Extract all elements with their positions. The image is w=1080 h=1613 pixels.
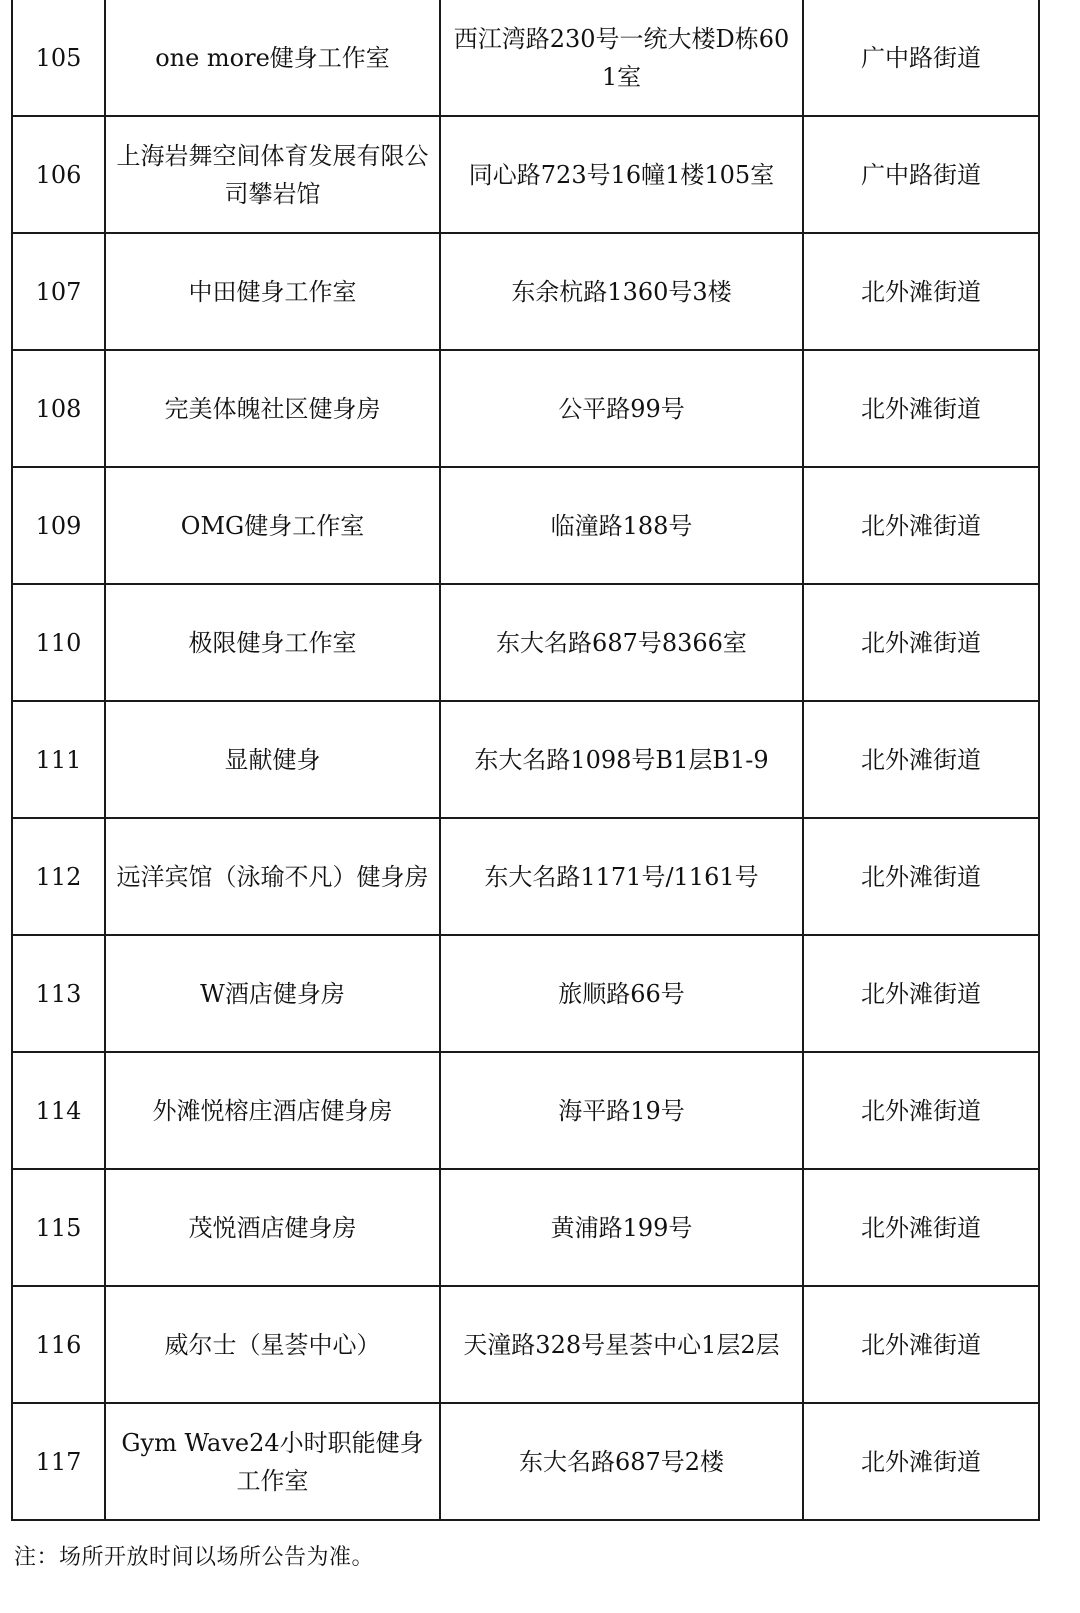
cell-venue-name: OMG健身工作室 bbox=[105, 467, 440, 584]
cell-street: 北外滩街道 bbox=[803, 1169, 1039, 1286]
table-row bbox=[12, 701, 1039, 818]
table-row bbox=[12, 935, 1039, 1052]
cell-number: 106 bbox=[12, 116, 105, 233]
cell-number: 112 bbox=[12, 818, 105, 935]
footnote: 注：场所开放时间以场所公告为准。 bbox=[14, 1545, 375, 1570]
cell-number: 109 bbox=[12, 467, 105, 584]
cell-venue-name: Gym Wave24小时职能健身工作室 bbox=[105, 1403, 440, 1520]
cell-street: 北外滩街道 bbox=[803, 584, 1039, 701]
cell-address: 东大名路687号8366室 bbox=[440, 584, 803, 701]
cell-street: 北外滩街道 bbox=[803, 1052, 1039, 1169]
cell-venue-name: 完美体魄社区健身房 bbox=[105, 350, 440, 467]
cell-street: 北外滩街道 bbox=[803, 701, 1039, 818]
cell-venue-name: one more健身工作室 bbox=[105, 0, 440, 116]
cell-venue-name: W酒店健身房 bbox=[105, 935, 440, 1052]
cell-venue-name: 茂悦酒店健身房 bbox=[105, 1169, 440, 1286]
table-row bbox=[12, 1403, 1039, 1520]
cell-street: 北外滩街道 bbox=[803, 1286, 1039, 1403]
cell-address: 东大名路687号2楼 bbox=[440, 1403, 803, 1520]
table-row bbox=[12, 116, 1039, 233]
cell-number: 115 bbox=[12, 1169, 105, 1286]
cell-venue-name: 威尔士（星荟中心） bbox=[105, 1286, 440, 1403]
cell-number: 111 bbox=[12, 701, 105, 818]
cell-venue-name: 远洋宾馆（泳瑜不凡）健身房 bbox=[105, 818, 440, 935]
cell-venue-name: 上海岩舞空间体育发展有限公司攀岩馆 bbox=[105, 116, 440, 233]
cell-address: 同心路723号16幢1楼105室 bbox=[440, 116, 803, 233]
cell-address: 公平路99号 bbox=[440, 350, 803, 467]
cell-number: 108 bbox=[12, 350, 105, 467]
table-row bbox=[12, 467, 1039, 584]
cell-street: 北外滩街道 bbox=[803, 935, 1039, 1052]
table-row bbox=[12, 818, 1039, 935]
cell-address: 东大名路1098号B1层B1-9 bbox=[440, 701, 803, 818]
cell-street: 北外滩街道 bbox=[803, 467, 1039, 584]
table-row bbox=[12, 0, 1039, 116]
cell-number: 117 bbox=[12, 1403, 105, 1520]
cell-number: 105 bbox=[12, 0, 105, 116]
cell-address: 旅顺路66号 bbox=[440, 935, 803, 1052]
cell-address: 天潼路328号星荟中心1层2层 bbox=[440, 1286, 803, 1403]
cell-number: 114 bbox=[12, 1052, 105, 1169]
venue-table-body bbox=[12, 0, 1039, 1520]
cell-street: 北外滩街道 bbox=[803, 818, 1039, 935]
cell-address: 东大名路1171号/1161号 bbox=[440, 818, 803, 935]
table-row bbox=[12, 1169, 1039, 1286]
table-row bbox=[12, 1052, 1039, 1169]
table-row bbox=[12, 584, 1039, 701]
cell-address: 临潼路188号 bbox=[440, 467, 803, 584]
cell-venue-name: 显献健身 bbox=[105, 701, 440, 818]
cell-street: 广中路街道 bbox=[803, 0, 1039, 116]
cell-number: 116 bbox=[12, 1286, 105, 1403]
cell-number: 110 bbox=[12, 584, 105, 701]
venue-table bbox=[11, 0, 1038, 1521]
table-row bbox=[12, 233, 1039, 350]
cell-venue-name: 中田健身工作室 bbox=[105, 233, 440, 350]
cell-address: 黄浦路199号 bbox=[440, 1169, 803, 1286]
cell-street: 北外滩街道 bbox=[803, 350, 1039, 467]
cell-number: 107 bbox=[12, 233, 105, 350]
cell-address: 东余杭路1360号3楼 bbox=[440, 233, 803, 350]
cell-address: 海平路19号 bbox=[440, 1052, 803, 1169]
table-row bbox=[12, 1286, 1039, 1403]
cell-venue-name: 极限健身工作室 bbox=[105, 584, 440, 701]
cell-address: 西江湾路230号一统大楼D栋601室 bbox=[440, 0, 803, 116]
cell-venue-name: 外滩悦榕庄酒店健身房 bbox=[105, 1052, 440, 1169]
table-row bbox=[12, 350, 1039, 467]
cell-street: 广中路街道 bbox=[803, 116, 1039, 233]
cell-street: 北外滩街道 bbox=[803, 1403, 1039, 1520]
cell-number: 113 bbox=[12, 935, 105, 1052]
venue-table-grid bbox=[11, 0, 1040, 1521]
cell-street: 北外滩街道 bbox=[803, 233, 1039, 350]
